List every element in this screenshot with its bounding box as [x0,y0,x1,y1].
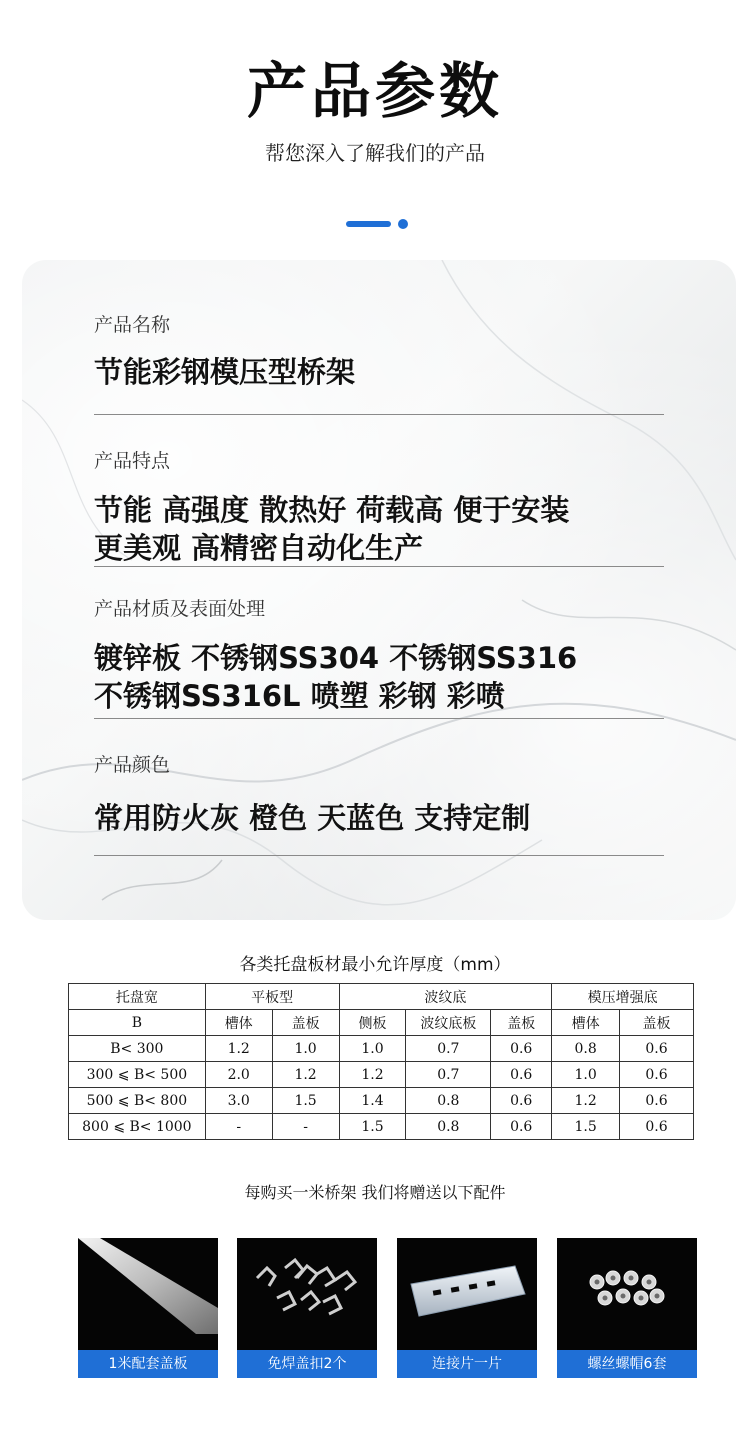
spec-value: 镀锌板 不锈钢SS304 不锈钢SS316 [94,641,578,675]
table-cell: 0.8 [552,1036,620,1062]
header-cell: 盖板 [620,1010,694,1036]
spec-label: 产品名称 [94,314,171,336]
table-row [69,1036,694,1062]
table-cell: 0.6 [491,1114,552,1140]
table-cell: 1.4 [339,1088,406,1114]
table-row [69,1088,694,1114]
gift-caption: 1米配套盖板 [78,1350,218,1378]
spec-product-name [94,310,664,391]
table-cell: 1.0 [339,1036,406,1062]
table-cell: 0.6 [491,1088,552,1114]
spec-value: 不锈钢SS316L 喷塑 彩钢 彩喷 [94,679,505,713]
table-cell: 0.8 [406,1088,491,1114]
header-cell: 波纹底 [339,984,552,1010]
gift-card-connector [397,1238,537,1378]
spec-value: 节能彩钢模压型桥架 [94,355,356,389]
table-cell: 0.6 [491,1062,552,1088]
table-cell: 500 ⩽ B< 800 [69,1088,206,1114]
accent-bar [346,221,391,227]
table-cell: 1.0 [552,1062,620,1088]
table-header-row [69,1010,694,1036]
header-cell: 模压增强底 [552,984,694,1010]
table-cell: 0.8 [406,1114,491,1140]
header-cell: 平板型 [205,984,339,1010]
gift-caption: 螺丝螺帽6套 [557,1350,697,1378]
divider [94,414,664,415]
header-cell: 侧板 [339,1010,406,1036]
table-cell: 0.6 [491,1036,552,1062]
gift-caption: 免焊盖扣2个 [237,1350,377,1378]
spec-color [94,750,664,837]
page-subtitle: 帮您深入了解我们的产品 [265,141,485,165]
table-row [69,1062,694,1088]
title-accent [346,219,408,229]
spec-label: 产品材质及表面处理 [94,598,266,620]
table-cell: 0.7 [406,1062,491,1088]
gift-title: 每购买一米桥架 我们将赠送以下配件 [244,1183,506,1202]
table-cell: 2.0 [205,1062,272,1088]
table-cell: 0.6 [620,1036,694,1062]
cover-plate-icon [78,1238,218,1350]
header-cell: 盖板 [272,1010,339,1036]
header-cell: 槽体 [205,1010,272,1036]
gift-card-cover-plate [78,1238,218,1378]
thickness-table [68,983,694,1140]
table-cell: 1.2 [552,1088,620,1114]
page-title: 产品参数 [247,57,503,127]
spec-label: 产品颜色 [94,754,171,776]
spec-panel [22,260,736,920]
gift-card-bolts [557,1238,697,1378]
table-title: 各类托盘板材最小允许厚度（mm） [239,955,511,975]
header-cell: 槽体 [552,1010,620,1036]
header-cell: B [69,1010,206,1036]
table-cell: 0.6 [620,1114,694,1140]
table-cell: 300 ⩽ B< 500 [69,1062,206,1088]
divider [94,566,664,567]
connector-plate-icon [397,1238,537,1350]
header-cell: 托盘宽 [69,984,206,1010]
table-header-row [69,984,694,1010]
table-cell: - [272,1114,339,1140]
gift-caption: 连接片一片 [397,1350,537,1378]
divider [94,718,664,719]
bolt-nut-icon [557,1238,697,1350]
table-cell: 1.2 [339,1062,406,1088]
table-cell: 0.6 [620,1062,694,1088]
gift-card-clip [237,1238,377,1378]
clip-icon [237,1238,377,1350]
header-cell: 波纹底板 [406,1010,491,1036]
table-cell: 1.0 [272,1036,339,1062]
spec-material [94,594,664,715]
accent-dot [398,219,408,229]
table-cell: 1.5 [552,1114,620,1140]
table-cell: 3.0 [205,1088,272,1114]
table-cell: - [205,1114,272,1140]
spec-label: 产品特点 [94,450,171,472]
divider [94,855,664,856]
table-row [69,1114,694,1140]
header-cell: 盖板 [491,1010,552,1036]
table-cell: B< 300 [69,1036,206,1062]
table-cell: 1.2 [205,1036,272,1062]
spec-value: 更美观 高精密自动化生产 [94,531,424,565]
table-cell: 0.7 [406,1036,491,1062]
spec-features [94,446,664,567]
spec-value: 节能 高强度 散热好 荷载高 便于安装 [94,493,570,527]
spec-value: 常用防火灰 橙色 天蓝色 支持定制 [94,801,531,835]
table-cell: 800 ⩽ B< 1000 [69,1114,206,1140]
table-cell: 1.2 [272,1062,339,1088]
table-cell: 0.6 [620,1088,694,1114]
table-cell: 1.5 [339,1114,406,1140]
table-cell: 1.5 [272,1088,339,1114]
